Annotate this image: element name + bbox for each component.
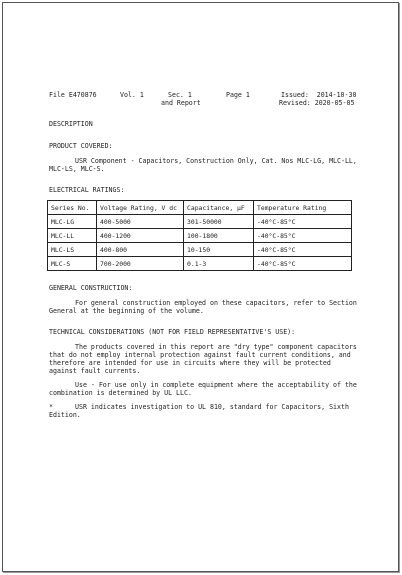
table-row xyxy=(48,243,352,257)
table-row xyxy=(48,215,352,229)
use-paragraph-line: Use - For use only in complete equipment where the acceptability of the xyxy=(75,381,357,389)
footnote-line: USR indicates investigation to UL 810, standard for Capacitors, Sixth xyxy=(75,403,349,411)
table-cell: 10-150 xyxy=(184,243,254,257)
technical-paragraph-line: The products covered in this report are "dry type" component capacitors xyxy=(75,343,357,351)
column-header: Series No. xyxy=(48,201,97,215)
general-construction-heading: GENERAL CONSTRUCTION: xyxy=(49,284,133,292)
technical-paragraph-line: that do not employ internal protection against fault current conditions, and xyxy=(49,351,351,359)
table-cell: 400-5000 xyxy=(97,215,184,229)
product-covered-heading: PRODUCT COVERED: xyxy=(49,142,113,150)
file-number: File E470876 xyxy=(49,91,97,99)
section-number: Sec. 1 xyxy=(168,91,192,99)
table-cell: -40°C-85°C xyxy=(254,215,352,229)
use-paragraph-line: combination is determined by UL LLC. xyxy=(49,389,192,397)
issued-date: Issued: 2014-10-30 xyxy=(281,91,357,99)
footnote-mark: * xyxy=(49,403,53,411)
document-page xyxy=(2,2,399,572)
page-number: Page 1 xyxy=(226,91,250,99)
table-cell: MLC-S xyxy=(48,257,97,271)
table-cell: 301-50000 xyxy=(184,215,254,229)
column-header: Temperature Rating xyxy=(254,201,352,215)
section-subtitle: and Report xyxy=(161,99,201,107)
product-covered-line: MLC-LS, MLC-S. xyxy=(49,165,105,173)
table-cell: MLC-LL xyxy=(48,229,97,243)
column-header: Capacitance, μF xyxy=(184,201,254,215)
revised-date: Revised: 2020-05-05 xyxy=(279,99,355,107)
table-cell: MLC-LG xyxy=(48,215,97,229)
general-construction-line: For general construction employed on these capacitors, refer to Section xyxy=(75,299,357,307)
technical-considerations-heading: TECHNICAL CONSIDERATIONS (NOT FOR FIELD REPRESENTATIVE'S USE): xyxy=(49,328,296,336)
table-header-row xyxy=(48,201,352,215)
table-cell: 100-1800 xyxy=(184,229,254,243)
table-cell: -40°C-85°C xyxy=(254,229,352,243)
general-construction-line: General at the beginning of the volume. xyxy=(49,307,204,315)
table-cell: MLC-LS xyxy=(48,243,97,257)
technical-paragraph-line: against fault currents. xyxy=(49,367,141,375)
electrical-ratings-heading: ELECTRICAL RATINGS: xyxy=(49,186,125,194)
table-cell: 700-2000 xyxy=(97,257,184,271)
product-covered-line: USR Component - Capacitors, Construction Only, Cat. Nos MLC-LG, MLC-LL, xyxy=(75,157,357,165)
technical-paragraph-line: therefore are intended for use in circuits where they will be protected xyxy=(49,359,331,367)
column-header: Voltage Rating, V dc xyxy=(97,201,184,215)
description-heading: DESCRIPTION xyxy=(49,120,93,128)
table-row xyxy=(48,229,352,243)
table-cell: 400-1200 xyxy=(97,229,184,243)
table-cell: 0.1-3 xyxy=(184,257,254,271)
footnote-line: Edition. xyxy=(49,411,81,419)
table-cell: -40°C-85°C xyxy=(254,257,352,271)
table-cell: -40°C-85°C xyxy=(254,243,352,257)
electrical-ratings-table xyxy=(47,200,352,271)
table-row xyxy=(48,257,352,271)
table-cell: 400-800 xyxy=(97,243,184,257)
volume-number: Vol. 1 xyxy=(120,91,144,99)
